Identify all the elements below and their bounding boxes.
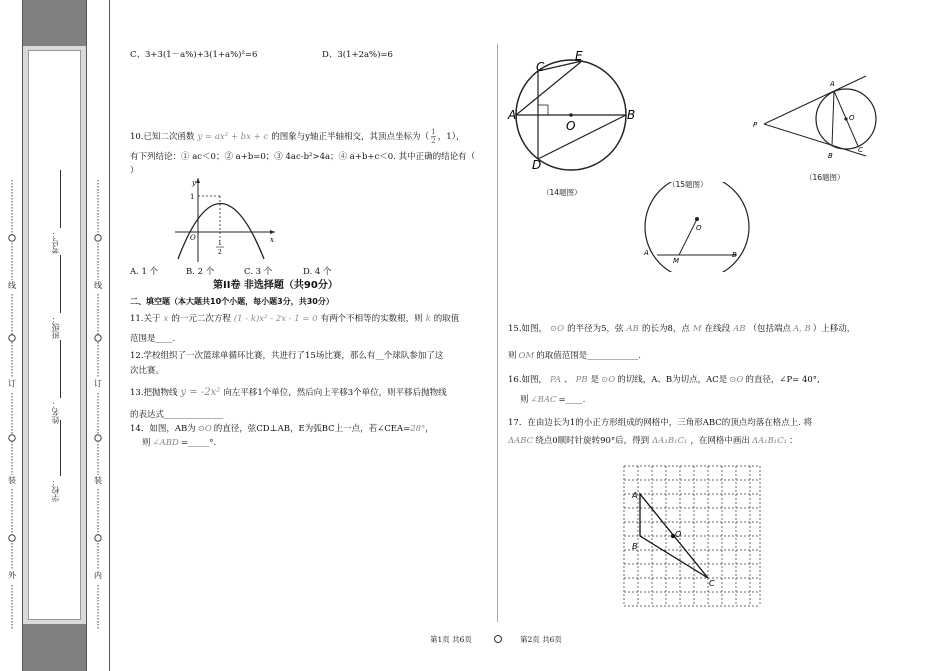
q10-option-d: D. 4 个: [303, 267, 332, 277]
margin-line-outer-right: [109, 0, 110, 671]
q9-option-c: C、3+3(1－a%)+3(1+a%)²=6: [130, 50, 258, 60]
footer-page-left: 第1页 共6页: [430, 635, 472, 644]
outer-seal-char-wai: 外: [5, 570, 19, 584]
q16-line2: 则 ∠BAC =____.: [520, 395, 586, 405]
q11-line2: 范围是____.: [130, 334, 176, 344]
q10-option-c: C. 3 个: [244, 267, 273, 277]
fig14-label-d: D: [532, 158, 542, 172]
field-number-line[interactable]: [60, 170, 61, 228]
q15-line1: 15.如图， ⊙O 的半径为5，弦 AB 的长为8，点 M 在线段 AB （包括端点 A, B ）上移动，: [508, 324, 856, 334]
outer-seal-char-ding: 订: [5, 378, 19, 392]
q13-line2: 的表达式______________: [130, 410, 224, 420]
q10-graph-one: 1: [190, 193, 195, 201]
q14-line1: 14．如图，AB为 ⊙O 的直径，弦CD⊥AB，E为弧BC上一点，若∠CEA=28°，: [130, 424, 434, 434]
outer-seal-line: [5, 180, 19, 630]
field-name-line[interactable]: [60, 340, 61, 398]
inner-seal-char-zhuang: 装: [91, 475, 105, 489]
fig16-label-o: O: [849, 114, 855, 122]
inner-seal-char-ding: 订: [91, 378, 105, 392]
q10-vertex-fraction: $\frac{1}{2}$: [431, 127, 436, 145]
fig16-label-p: P: [753, 121, 758, 129]
q10-graph-x-label: x: [270, 236, 274, 244]
footer-center-circle-icon: [494, 635, 502, 643]
info-panel-top-block: [23, 0, 86, 46]
fig14-label-a: A: [508, 108, 517, 122]
page-divider: [497, 44, 498, 622]
q14-line2: 则 ∠ABD =_____°.: [142, 438, 217, 448]
fig15-caption: （15题图）: [668, 180, 708, 189]
footer-page-right: 第2页 共6页: [520, 635, 562, 644]
q10-line1: 10.已知二次函数 y = ax² + bx + c 的图象与y轴正半轴相交，其顶点坐标为（ $\frac{1}{2}$ ，1），: [130, 127, 465, 145]
outer-seal-char-xian: 线: [5, 280, 19, 294]
figure-17-grid: [620, 462, 765, 610]
fig15-label-o: O: [696, 224, 702, 232]
field-name-label: 姓名：: [51, 400, 60, 424]
fig16-caption: （16题图）: [805, 173, 845, 182]
margin-line-right: [86, 0, 87, 671]
q12-line1: 12.学校组织了一次篮球单循环比赛，共进行了15场比赛，那么有__个球队参加了这: [130, 351, 444, 361]
q15-line2: 则 OM 的取值范围是____________.: [508, 351, 641, 361]
field-school-line[interactable]: [60, 420, 61, 476]
q16-line1: 16.如图， PA 、 PB 是 ⊙O 的切线，A、B为切点，AC是 ⊙O 的直径，∠P= 40°,: [508, 375, 820, 385]
q12-line2: 次比赛。: [130, 366, 165, 376]
field-school-label: 学校：: [51, 478, 60, 502]
fig16-label-b: B: [828, 152, 833, 160]
part2-title: 第II卷 非选择题（共90分）: [213, 280, 338, 291]
q10-line2: 有下列结论：① ac＜0；② a+b=0；③ 4ac-b²>4a；④ a+b+c＜0. 其中正确的结论有（: [130, 152, 476, 162]
fig14-label-b: B: [627, 108, 636, 122]
q9-option-d: D、3(1+2a%)=6: [322, 50, 393, 60]
q10-graph-origin: O: [190, 234, 196, 242]
fig16-label-c: C: [858, 146, 863, 154]
fig17-label-c: C: [709, 579, 715, 588]
q17-line2: ΔABC 绕点0顺时针旋转90°后，得到 ΔA₁B₁C₁ ，在网格中画出 ΔA₁B₁C₁ ：: [508, 436, 798, 446]
fig14-label-o: O: [566, 119, 576, 133]
info-panel-bottom-block: [23, 624, 86, 671]
field-class-line[interactable]: [60, 255, 61, 313]
fig17-label-o: O: [675, 530, 682, 539]
figure-15: [640, 182, 755, 272]
fig17-label-a: A: [632, 491, 638, 500]
q10-graph-half-num: 1: [218, 240, 222, 247]
q13-line1: 13.把抛物线 y = -2x² 向左平移1个单位，然后向上平移3个单位，则平移后抛物线: [130, 387, 447, 398]
q11-line1: 11.关于 x 的一元二次方程 (1 - k)x² - 2x - 1 = 0 有两个不相等的实数根，则 k 的取值: [130, 314, 460, 324]
q10-graph-half-den: 2: [218, 249, 222, 256]
q10-line3: ）: [130, 166, 139, 176]
q10-option-b: B. 2 个: [186, 267, 215, 277]
fig15-label-m: M: [673, 257, 680, 265]
inner-seal-char-nei: 内: [91, 570, 105, 584]
field-class-label: 班级：: [51, 315, 60, 339]
fig14-label-c: C: [536, 60, 545, 74]
section2-title: 二、填空题（本大题共10个小题，每小题3分，共30分）: [130, 297, 334, 306]
fig16-label-a: A: [830, 80, 835, 88]
q10-option-a: A. 1 个: [130, 267, 159, 277]
fig14-label-e: E: [575, 49, 583, 63]
fig15-label-b: B: [732, 251, 737, 259]
inner-seal-line: [91, 180, 105, 630]
q10-parabola-graph: [170, 174, 280, 264]
q10-graph-y-label: y: [192, 179, 196, 187]
field-number-label: 考号：: [51, 230, 60, 254]
binding-strip: [0, 0, 110, 671]
fig14-caption: （14题图）: [542, 188, 582, 197]
inner-seal-char-xian: 线: [91, 280, 105, 294]
figure-14: [505, 45, 645, 175]
fig17-label-b: B: [632, 542, 638, 551]
figure-16: [748, 72, 878, 164]
fig15-label-a: A: [644, 249, 649, 257]
q17-line1: 17．在由边长为1的小正方形组成的网格中，三角形ABC的顶点均落在格点上. 将: [508, 418, 813, 428]
outer-seal-char-zhuang: 装: [5, 475, 19, 489]
